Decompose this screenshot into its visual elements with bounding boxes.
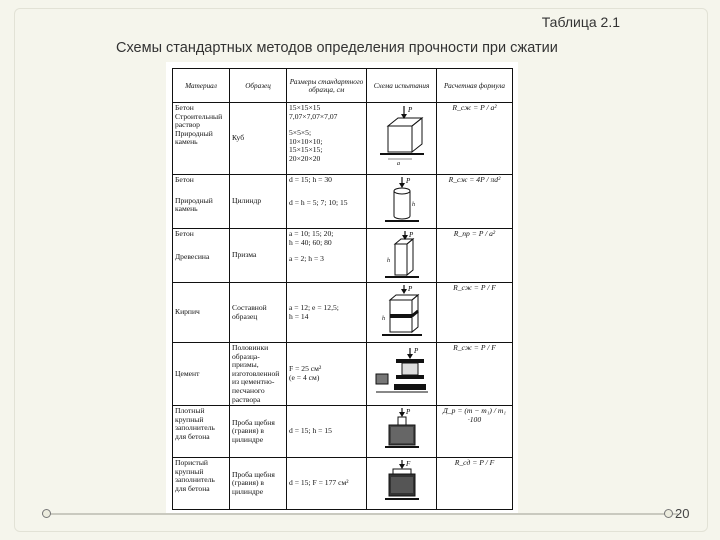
formula-cell: [437, 458, 513, 510]
dimension-value: d = 15; h = 15: [289, 426, 332, 436]
svg-text:P: P: [405, 177, 410, 185]
scanned-table-image: [166, 62, 518, 514]
sample-cell: [230, 343, 287, 406]
material-name: Бетон: [175, 229, 194, 238]
slide-title: Схемы стандартных методов определения прочности при сжатии: [116, 40, 558, 56]
dimension-value: 20×20×20: [289, 153, 321, 163]
svg-text:h: h: [381, 316, 385, 322]
table-row: [173, 343, 513, 406]
dimension-value: 7,07×7,07×7,07: [289, 111, 338, 121]
dimensions-cell: [287, 175, 367, 229]
svg-text:P: P: [407, 106, 412, 114]
page-number: 20: [675, 506, 690, 521]
sample-cell: [230, 406, 287, 458]
column-header-sample: Образец: [230, 69, 287, 103]
scheme-cell: [367, 406, 437, 458]
brick-composite-test-scheme: [376, 284, 428, 338]
formula-cell: [437, 103, 513, 175]
dimension-value: d = 15; F = 177 см²: [289, 478, 349, 488]
porous-aggregate-cylinder-scheme: [377, 459, 427, 503]
dimension-value: d = 15; h = 30: [289, 175, 332, 184]
formula-text: R_сж = P / F: [453, 283, 496, 292]
formula-cell: [437, 175, 513, 229]
dimension-value: a = 12; e = 12,5;: [289, 302, 339, 312]
formula-text: R_сж = P / F: [453, 343, 496, 352]
cement-half-prism-test-scheme: [372, 344, 432, 400]
formula-cell: [437, 406, 513, 458]
dimensions-cell: [287, 343, 367, 406]
table-row: [173, 458, 513, 510]
material-name: Природный камень: [175, 128, 213, 147]
dimension-value: h = 14: [289, 311, 309, 321]
formula-cell: [437, 343, 513, 406]
scheme-cell: [367, 175, 437, 229]
svg-text:h: h: [411, 202, 415, 208]
formula-text: R_сд = P / F: [454, 458, 495, 468]
sample-cell: [230, 229, 287, 283]
prism-test-scheme: [377, 230, 427, 280]
sample-name: Составной образец: [232, 302, 267, 321]
test-methods-table: [172, 68, 513, 510]
material-name: Бетон: [175, 103, 194, 112]
formula-text: R_сж = 4P / πd²: [448, 175, 501, 184]
material-cell: [173, 229, 230, 283]
scheme-cell: [367, 283, 437, 343]
sample-name: Куб: [232, 133, 245, 143]
dimension-value: 5×5×5;: [289, 128, 312, 138]
column-header-formula: Расчетная формула: [437, 69, 513, 103]
dimension-value: 10×10×10;: [289, 136, 323, 146]
material-name: Кирпич: [175, 307, 200, 317]
scheme-cell: [367, 343, 437, 406]
svg-text:P: P: [413, 347, 418, 355]
column-header-scheme: Схема испытания: [367, 69, 437, 103]
svg-text:h: h: [386, 258, 390, 264]
material-name: Древесина: [175, 251, 210, 261]
material-cell: [173, 458, 230, 510]
dimension-value: h = 40; 60; 80: [289, 237, 332, 247]
dimensions-cell: [287, 229, 367, 283]
crushed-stone-cylinder-scheme: [377, 407, 427, 451]
dimensions-cell: [287, 406, 367, 458]
material-cell: [173, 175, 230, 229]
formula-text: R_пр = P / a²: [453, 229, 496, 238]
column-header-material: Материал: [173, 69, 230, 103]
material-name: Природный камень: [175, 195, 213, 214]
formula-text: Д_р = (m − m₁) / m₁ ·100: [443, 406, 506, 424]
material-cell: [173, 103, 230, 175]
material-name: Строительный раствор: [175, 111, 223, 130]
material-name: Плотный крупный заполнитель для бетона: [175, 406, 215, 441]
svg-text:P: P: [408, 231, 413, 239]
material-name: Цемент: [175, 368, 200, 378]
table-number: Таблица 2.1: [541, 14, 620, 30]
sample-cell: [230, 283, 287, 343]
dimensions-cell: [287, 458, 367, 510]
cube-test-scheme: [374, 104, 430, 166]
dimension-value: 15×15×15;: [289, 145, 323, 155]
scheme-cell: [367, 229, 437, 283]
footer-divider: [42, 513, 678, 515]
svg-text:P: P: [407, 285, 412, 293]
footer-dot-right-icon: [664, 509, 673, 518]
material-cell: [173, 283, 230, 343]
material-name: Пористый крупный заполнитель для бетона: [175, 458, 215, 493]
material-name: Бетон: [175, 175, 194, 184]
svg-text:P: P: [405, 408, 410, 417]
sample-name: Проба щебня (гравия) в цилиндре: [232, 469, 275, 496]
formula-text: R_сж = P / a²: [452, 103, 497, 112]
dimension-value: 15×15×15: [289, 103, 321, 112]
formula-cell: [437, 229, 513, 283]
sample-name: Проба щебня (гравия) в цилиндре: [232, 417, 275, 444]
dimension-value: a = 10; 15; 20;: [289, 229, 334, 238]
sample-name: Призма: [232, 250, 257, 260]
cylinder-test-scheme: [377, 176, 427, 224]
table-row: [173, 406, 513, 458]
table-row: [173, 103, 513, 175]
dimension-value: a = 2; h = 3: [289, 254, 324, 264]
sample-name: Цилиндр: [232, 196, 262, 206]
formula-cell: [437, 283, 513, 343]
sample-name: Половинки образца-призмы, изготовленной из цементно-песчаного раствора: [232, 343, 280, 404]
table-row: [173, 175, 513, 229]
sample-cell: [230, 458, 287, 510]
dimension-value: F = 25 см²: [289, 364, 322, 374]
sample-cell: [230, 175, 287, 229]
dimensions-cell: [287, 283, 367, 343]
material-cell: [173, 343, 230, 406]
dimensions-cell: [287, 103, 367, 175]
dimension-value: (e = 4 см): [289, 373, 320, 383]
sample-cell: [230, 103, 287, 175]
svg-text:F: F: [405, 460, 410, 469]
table-row: [173, 229, 513, 283]
dimension-value: d = h = 5; 7; 10; 15: [289, 197, 348, 207]
svg-text:a: a: [396, 161, 400, 166]
table-row: [173, 283, 513, 343]
column-header-dimensions: Размеры стандартного образца, см: [287, 69, 367, 103]
scheme-cell: [367, 103, 437, 175]
material-cell: [173, 406, 230, 458]
footer-dot-left-icon: [42, 509, 51, 518]
scheme-cell: [367, 458, 437, 510]
